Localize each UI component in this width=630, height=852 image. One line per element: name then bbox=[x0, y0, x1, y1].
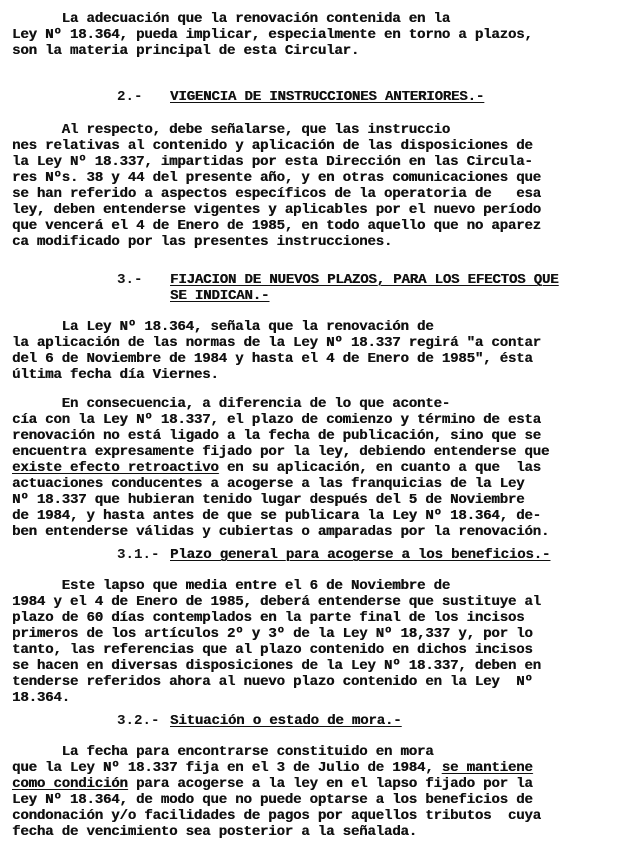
text-line: tanto, las referencias que al plazo contenido en dichos incisos bbox=[12, 642, 533, 658]
section-heading: SE INDICAN.- bbox=[170, 288, 270, 304]
text-line: La adecuación que la renovación contenida en la bbox=[12, 11, 450, 27]
text-line: 1984 y el 4 de Enero de 1985, deberá entenderse que sustituye al bbox=[12, 594, 541, 610]
text-line: La fecha para encontrarse constituido en mora bbox=[12, 744, 434, 760]
text-line: se han referido a aspectos específicos de la operatoria de esa bbox=[12, 186, 541, 202]
text-line: se hacen en diversas disposiciones de la Ley Nº 18.337, deben en bbox=[12, 658, 541, 674]
underlined-phrase: existe efecto retroactivo bbox=[12, 460, 219, 476]
text-line: última fecha día Viernes. bbox=[12, 367, 219, 383]
text-line: la Ley Nº 18.337, impartidas por esta Dirección en las Circula- bbox=[12, 154, 533, 170]
text-line: de 1984, y hasta antes de que se publicara la Ley Nº 18.364, de- bbox=[12, 508, 541, 524]
section-heading: VIGENCIA DE INSTRUCCIONES ANTERIORES.- bbox=[170, 89, 485, 105]
text-line: ben entenderse válidas y cubiertas o amparadas por la renovación. bbox=[12, 524, 550, 540]
section-heading: Plazo general para acogerse a los beneficios.- bbox=[170, 547, 551, 563]
text-line: son la materia principal de esta Circular. bbox=[12, 43, 360, 59]
underlined-phrase: como condición bbox=[12, 776, 128, 792]
underlined-phrase: se mantiene bbox=[441, 760, 533, 776]
text-line: condonación y/o facilidades de pagos por aquellos tributos cuya bbox=[12, 808, 541, 824]
text-run: para acogerse a la ley en el lapso fijado por la bbox=[127, 776, 533, 792]
text-line: ley, deben entenderse vigentes y aplicables por el nuevo período bbox=[12, 202, 541, 218]
text-line: ca modificado por las presentes instrucciones. bbox=[12, 234, 393, 250]
section-heading: FIJACION DE NUEVOS PLAZOS, PARA LOS EFECTOS QUE bbox=[170, 272, 559, 288]
section-number: 2.- bbox=[117, 89, 143, 105]
text-line: En consecuencia, a diferencia de lo que aconte- bbox=[12, 396, 450, 412]
text-line: del 6 de Noviembre de 1984 y hasta el 4 de Enero de 1985", ésta bbox=[12, 351, 533, 367]
text-run: que la Ley Nº 18.337 fija en el 3 de Julio de 1984, bbox=[12, 760, 442, 776]
text-line: encuentra expresamente fijado por la ley, debiendo entenderse que bbox=[12, 444, 550, 460]
text-line: la aplicación de las normas de la Ley Nº 18.337 regirá "a contar bbox=[12, 335, 541, 351]
text-line bbox=[12, 760, 533, 776]
text-line: Ley Nº 18.364, pueda implicar, especialmente en torno a plazos, bbox=[12, 27, 533, 43]
section-number: 3.- bbox=[117, 272, 143, 288]
text-line: fecha de vencimiento sea posterior a la señalada. bbox=[12, 824, 417, 840]
text-line: Ley Nº 18.364, de modo que no puede optarse a los beneficios de bbox=[12, 792, 533, 808]
text-line: Este lapso que media entre el 6 de Noviembre de bbox=[12, 578, 450, 594]
text-line bbox=[12, 776, 533, 792]
text-run: en su aplicación, en cuanto a que las bbox=[218, 460, 541, 476]
text-line: que vencerá el 4 de Enero de 1985, en todo aquello que no aparez bbox=[12, 218, 541, 234]
text-line bbox=[12, 460, 541, 476]
text-line: La Ley Nº 18.364, señala que la renovación de bbox=[12, 319, 434, 335]
text-line: res Nºs. 38 y 44 del presente año, y en otras comunicaciones que bbox=[12, 170, 541, 186]
section-number: 3.2.- bbox=[117, 713, 160, 729]
text-line: primeros de los artículos 2º y 3º de la Ley Nº 18,337 y, por lo bbox=[12, 626, 533, 642]
text-line: 18.364. bbox=[12, 690, 70, 706]
section-heading: Situación o estado de mora.- bbox=[170, 713, 402, 729]
text-line: cía con la Ley Nº 18.337, el plazo de comienzo y término de esta bbox=[12, 412, 541, 428]
text-line: plazo de 60 días contemplados en la parte final de los incisos bbox=[12, 610, 525, 626]
text-line: Al respecto, debe señalarse, que las instruccio bbox=[12, 122, 450, 138]
text-line: actuaciones conducentes a acogerse a las franquicias de la Ley bbox=[12, 476, 525, 492]
text-line: tenderse referidos ahora al nuevo plazo contenido en la Ley Nº bbox=[12, 674, 533, 690]
section-number: 3.1.- bbox=[117, 547, 160, 563]
text-line: renovación no está ligado a la fecha de publicación, sino que se bbox=[12, 428, 541, 444]
text-line: nes relativas al contenido y aplicación de las disposiciones de bbox=[12, 138, 533, 154]
text-line: Nº 18.337 que hubieran tenido lugar después del 5 de Noviembre bbox=[12, 492, 525, 508]
